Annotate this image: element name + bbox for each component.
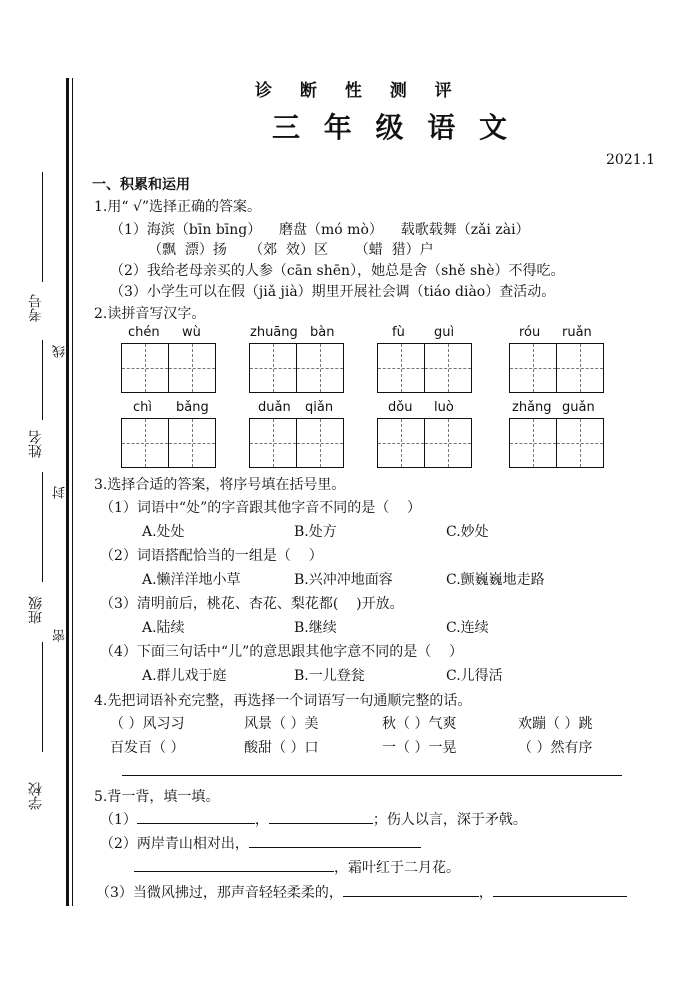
margin-underline bbox=[42, 172, 43, 282]
idiom-fill[interactable]: 风景（ ）美 bbox=[244, 716, 319, 732]
q1-line2: （飘 漂）扬 （郊 效）区 （蜡 猎）户 bbox=[148, 242, 434, 258]
pinyin: bàn bbox=[310, 325, 335, 340]
idiom-fill[interactable]: 一（ ）一晃 bbox=[382, 740, 457, 756]
q5-line4 bbox=[96, 882, 627, 902]
q5-prompt: 5.背一背，填一填。 bbox=[94, 789, 220, 805]
margin-underline bbox=[42, 642, 43, 752]
q3-option-b: B.继续 bbox=[294, 620, 337, 636]
pinyin: wù bbox=[182, 325, 201, 340]
q5-line2 bbox=[100, 833, 421, 853]
seal-line-char: 线 bbox=[53, 345, 68, 358]
exam-subtitle: 诊 断 性 测 评 bbox=[255, 81, 454, 101]
pinyin: chén bbox=[128, 325, 160, 340]
pinyin: ruǎn bbox=[562, 325, 592, 340]
q5-line3-suffix: ，霜叶红于二月花。 bbox=[334, 860, 460, 876]
idiom-fill[interactable]: 欢蹦（ ）跳 bbox=[518, 716, 593, 732]
q3-item-question: （2）词语搭配恰当的一组是（ ） bbox=[100, 548, 323, 564]
q5-line1-prefix: （1） bbox=[100, 812, 137, 828]
pinyin: zhǎng bbox=[512, 400, 552, 415]
pinyin: luò bbox=[434, 400, 454, 415]
q5-line1 bbox=[100, 809, 527, 829]
q5-line4-separator: ， bbox=[478, 885, 493, 901]
pinyin: guì bbox=[434, 325, 455, 340]
idiom-fill[interactable]: 秋（ ）气爽 bbox=[382, 716, 457, 732]
q1-line4: （3）小学生可以在假（jiǎ jià）期里开展社会调（tiáo diào）查活动。 bbox=[110, 284, 556, 300]
pinyin: guǎn bbox=[562, 400, 595, 415]
writing-grid[interactable] bbox=[377, 343, 472, 393]
label-school: 学校 bbox=[28, 782, 44, 810]
q3-option-c: C.连续 bbox=[446, 620, 489, 636]
q3-item-question: （3）清明前后，桃花、杏花、梨花都( )开放。 bbox=[100, 596, 404, 612]
q5-line2-text: （2）两岸青山相对出， bbox=[100, 836, 249, 852]
answer-blank[interactable] bbox=[493, 882, 627, 897]
seal-secret-char: 密 bbox=[53, 629, 68, 642]
idiom-fill[interactable]: （ ）风习习 bbox=[110, 716, 185, 732]
pinyin: fù bbox=[392, 325, 405, 340]
binding-line-thin bbox=[72, 78, 73, 906]
q2-prompt: 2.读拼音写汉字。 bbox=[94, 306, 206, 322]
q3-item-question: （4）下面三句话中“儿”的意思跟其他字意不同的是（ ） bbox=[100, 644, 464, 660]
answer-blank[interactable] bbox=[343, 882, 479, 897]
q3-option-c: C.颤巍巍地走路 bbox=[446, 572, 545, 588]
q3-option-b: B.处方 bbox=[294, 524, 337, 540]
writing-grid[interactable] bbox=[509, 343, 604, 393]
pinyin: bǎng bbox=[176, 400, 209, 415]
q3-item-question: （1）词语中“处”的字音跟其他字音不同的是（ ） bbox=[100, 500, 422, 516]
q3-option-b: B.一儿登瓮 bbox=[294, 668, 365, 684]
idiom-fill[interactable]: 酸甜（ ）口 bbox=[244, 740, 319, 756]
pinyin: dǒu bbox=[388, 400, 413, 415]
answer-blank[interactable] bbox=[269, 809, 373, 824]
q3-option-b: B.兴冲冲地面容 bbox=[294, 572, 393, 588]
label-name: 姓名 bbox=[28, 430, 44, 458]
writing-grid[interactable] bbox=[121, 343, 216, 393]
writing-grid[interactable] bbox=[121, 418, 216, 468]
margin-underline bbox=[42, 472, 43, 582]
writing-grid[interactable] bbox=[509, 418, 604, 468]
seal-seal-char: 封 bbox=[53, 486, 68, 499]
q3-option-a: A.群儿戏于庭 bbox=[142, 668, 227, 684]
q3-option-c: C.儿得活 bbox=[446, 668, 503, 684]
pinyin: róu bbox=[519, 325, 541, 340]
q5-line1-suffix: ；伤人以言，深于矛戟。 bbox=[372, 812, 527, 828]
q4-prompt: 4.先把词语补充完整，再选择一个词语写一句通顺完整的话。 bbox=[94, 693, 472, 709]
label-exam-number: 考号 bbox=[28, 294, 44, 322]
writing-grid[interactable] bbox=[249, 343, 344, 393]
q5-line1-separator: ， bbox=[254, 812, 269, 828]
q1-prompt: 1.用“ √”选择正确的答案。 bbox=[94, 199, 262, 215]
q3-option-a: A.处处 bbox=[142, 524, 185, 540]
q3-option-a: A.懒洋洋地小草 bbox=[142, 572, 241, 588]
answer-blank[interactable] bbox=[134, 857, 334, 872]
q3-prompt: 3.选择合适的答案，将序号填在括号里。 bbox=[94, 477, 346, 493]
label-class: 班级 bbox=[28, 596, 44, 624]
idiom-fill[interactable]: 百发百（ ） bbox=[110, 740, 185, 756]
margin-underline bbox=[42, 340, 43, 420]
answer-blank[interactable] bbox=[137, 809, 255, 824]
section-heading: 一、积累和运用 bbox=[92, 177, 190, 193]
pinyin: zhuāng bbox=[250, 325, 298, 340]
q5-line3 bbox=[134, 857, 460, 877]
exam-date: 2021.1 bbox=[606, 152, 655, 168]
writing-grid[interactable] bbox=[377, 418, 472, 468]
q5-line4-text: （3）当微风拂过，那声音轻轻柔柔的， bbox=[96, 885, 343, 901]
q1-line1: （1）海滨（bīn bīng） 磨盘（mó mò） 载歌载舞（zǎi zài） bbox=[110, 222, 530, 238]
q1-line3: （2）我给老母亲买的人参（cān shēn），她总是舍（shě shè）不得吃。 bbox=[110, 263, 565, 279]
q3-option-c: C.妙处 bbox=[446, 524, 489, 540]
q3-option-a: A.陆续 bbox=[142, 620, 185, 636]
pinyin: qiǎn bbox=[305, 400, 334, 415]
answer-blank[interactable] bbox=[249, 833, 421, 848]
exam-title: 三 年 级 语 文 bbox=[272, 111, 509, 144]
pinyin: duǎn bbox=[258, 400, 291, 415]
sentence-answer-line[interactable] bbox=[122, 775, 622, 776]
idiom-fill[interactable]: （ ）然有序 bbox=[518, 740, 593, 756]
pinyin: chì bbox=[133, 400, 152, 415]
writing-grid[interactable] bbox=[249, 418, 344, 468]
